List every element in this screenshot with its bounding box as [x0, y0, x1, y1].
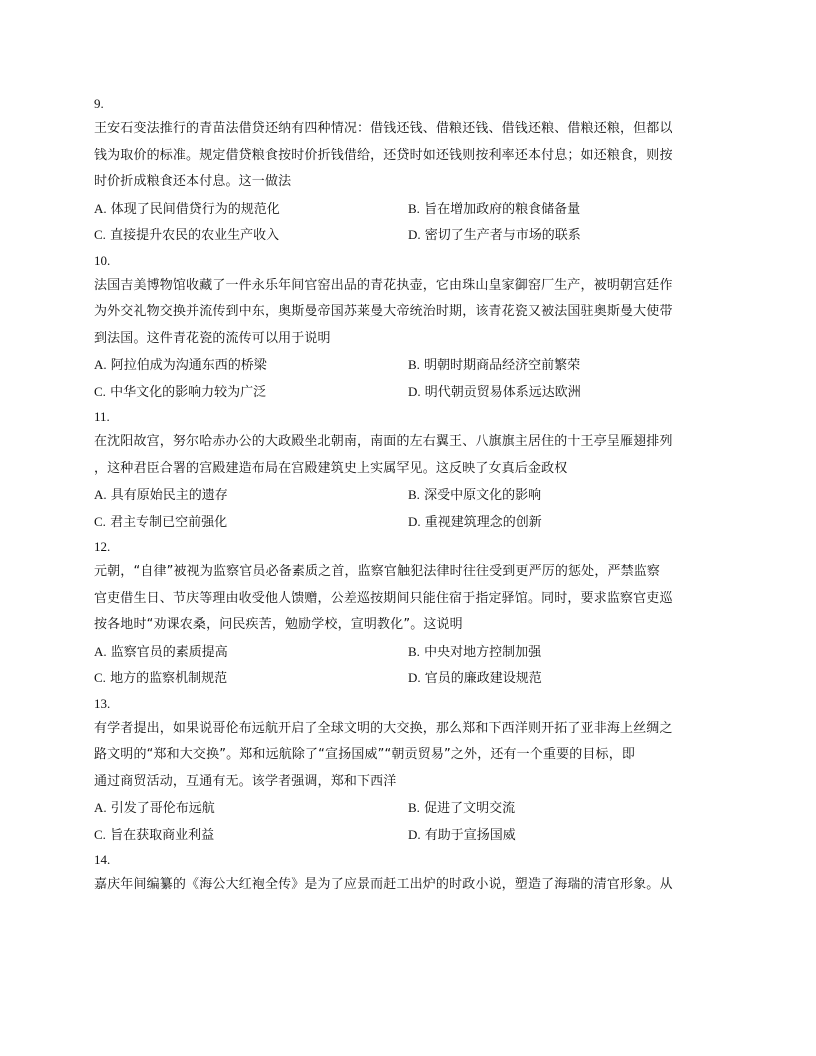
question-stem-line: 时价折成粮食还本付息。这一做法 [94, 174, 292, 189]
question-number: 10. [94, 252, 111, 268]
option-text: 地方的监察机制规范 [110, 671, 228, 686]
answer-options [94, 352, 716, 405]
answer-option [408, 196, 716, 223]
option-label: D. [408, 513, 421, 529]
question-stem [94, 559, 716, 639]
question-stem-line: ，这种君臣合署的宫殿建造布局在宫殿建筑史上实属罕见。这反映了女真后金政权 [94, 460, 568, 476]
answer-option [94, 379, 408, 406]
option-text: 深受中原文化的影响 [424, 488, 542, 503]
question-block [94, 692, 716, 849]
question-stem [94, 716, 716, 796]
option-label: B. [408, 487, 420, 502]
option-label: A. [94, 643, 107, 659]
question-block [94, 249, 716, 406]
answer-option [408, 795, 716, 822]
option-text: 具有原始民主的遗存 [110, 488, 228, 503]
option-text: 中华文化的影响力较为广泛 [110, 384, 267, 400]
option-text: 促进了文明交流 [424, 801, 516, 816]
question-stem-line: 王安石变法推行的青苗法借贷还纳有四种情况：借钱还钱、借粮还钱、借钱还粮、借粮还粮，但都以 [94, 121, 673, 136]
option-text: 密切了生产者与市场的联系 [424, 228, 581, 243]
answer-option [94, 822, 408, 849]
question-stem [94, 273, 716, 353]
question-stem-line: 官吏借生日、节庆等理由收受他人馈赠，公差巡按期间只能住宿于指定驿馆。同时，要求监察官吏巡 [94, 590, 673, 606]
answer-option [408, 639, 716, 666]
question-stem [94, 116, 716, 196]
option-label: A. [94, 357, 107, 372]
option-label: B. [408, 200, 420, 216]
option-text: 重视建筑理念的创新 [424, 514, 542, 530]
option-label: C. [94, 227, 106, 242]
option-text: 监察官员的素质提高 [110, 644, 228, 660]
option-label: D. [408, 826, 421, 842]
question-stem-line: 钱为取价的标准。规定借贷粮食按时价折钱借给，还贷时如还钱则按利率还本付息；如还粮食，则按 [94, 147, 673, 163]
answer-option [408, 379, 716, 406]
option-label: A. [94, 800, 107, 815]
option-label: D. [408, 383, 421, 399]
question-stem [94, 872, 716, 899]
answer-options [94, 196, 716, 249]
answer-option [408, 822, 716, 849]
answer-option [408, 509, 716, 536]
option-label: C. [94, 826, 106, 842]
answer-option [408, 482, 716, 509]
option-text: 有助于宣扬国威 [424, 827, 516, 843]
option-label: A. [94, 487, 107, 502]
question-block [94, 848, 716, 899]
option-text: 引发了哥伦布远航 [110, 801, 215, 816]
question-stem-line: 通过商贸活动，互通有无。该学者强调，郑和下西洋 [94, 773, 397, 789]
answer-option [94, 795, 408, 822]
answer-options [94, 795, 716, 848]
option-text: 中央对地方控制加强 [424, 644, 542, 660]
option-label: D. [408, 670, 421, 685]
question-number: 11. [94, 409, 110, 424]
option-label: C. [94, 383, 106, 399]
question-stem-line: 嘉庆年间编纂的《海公大红袍全传》是为了应景而赶工出炉的时政小说，塑造了海瑞的清官形象。从 [94, 877, 673, 892]
answer-option [94, 352, 408, 379]
answer-option [94, 639, 408, 666]
question-stem-line: 按各地时“劝课农桑，问民疾苦，勉励学校，宣明教化”。这说明 [94, 617, 463, 632]
option-text: 官员的廉政建设规范 [424, 671, 542, 686]
answer-option [408, 352, 716, 379]
answer-option [94, 509, 408, 536]
answer-option [94, 665, 408, 692]
option-text: 直接提升农民的农业生产收入 [110, 228, 280, 243]
option-label: C. [94, 670, 106, 685]
option-text: 体现了民间借贷行为的规范化 [110, 201, 280, 217]
option-text: 旨在获取商业利益 [110, 827, 215, 843]
question-stem-line: 法国吉美博物馆收藏了一件永乐年间官窑出品的青花执壶，它由珠山皇家御窑厂生产，被明朝宫廷作 [94, 277, 673, 293]
answer-options [94, 482, 716, 535]
question-stem-line: 到法国。这件青花瓷的流传可以用于说明 [94, 330, 331, 346]
option-text: 明代朝贡贸易体系远达欧洲 [424, 384, 581, 400]
option-label: A. [94, 200, 107, 216]
question-block [94, 535, 716, 692]
answer-options [94, 639, 716, 692]
question-number: 9. [94, 96, 104, 111]
option-text: 君主专制已空前强化 [110, 514, 228, 530]
option-label: C. [94, 513, 106, 529]
option-label: B. [408, 800, 420, 815]
question-stem-line: 有学者提出，如果说哥伦布远航开启了全球文明的大交换，那么郑和下西洋则开拓了亚非海上丝绸之 [94, 720, 673, 736]
question-stem-line: 元朝，“自律”被视为监察官员必备素质之首，监察官触犯法律时往往受到更严厉的惩处，严禁监察 [94, 564, 661, 579]
option-label: B. [408, 357, 420, 372]
exam-page [94, 92, 716, 899]
option-text: 明朝时期商品经济空前繁荣 [424, 358, 581, 373]
answer-option [94, 196, 408, 223]
option-text: 旨在增加政府的粮食储备量 [424, 201, 581, 217]
question-stem-line: 在沈阳故宫，努尔哈赤办公的大政殿坐北朝南，南面的左右翼王、八旗旗主居住的十王亭呈雁翅排列 [94, 434, 673, 449]
option-label: D. [408, 227, 421, 242]
answer-option [94, 222, 408, 249]
question-block [94, 405, 716, 535]
answer-option [94, 482, 408, 509]
answer-option [408, 222, 716, 249]
question-stem-line: 为外交礼物交换并流传到中东，奥斯曼帝国苏莱曼大帝统治时期，该青花瓷又被法国驻奥斯曼大使带 [94, 304, 673, 319]
question-block [94, 92, 716, 249]
question-number: 14. [94, 852, 111, 867]
question-number: 13. [94, 695, 111, 711]
answer-option [408, 665, 716, 692]
question-stem-line: 路文明的“郑和大交换”。郑和远航除了“宣扬国威”“朝贡贸易”之外，还有一个重要的目标，即 [94, 747, 636, 762]
option-label: B. [408, 643, 420, 659]
question-stem [94, 429, 716, 482]
question-number: 12. [94, 539, 111, 554]
option-text: 阿拉伯成为沟通东西的桥梁 [110, 358, 267, 373]
